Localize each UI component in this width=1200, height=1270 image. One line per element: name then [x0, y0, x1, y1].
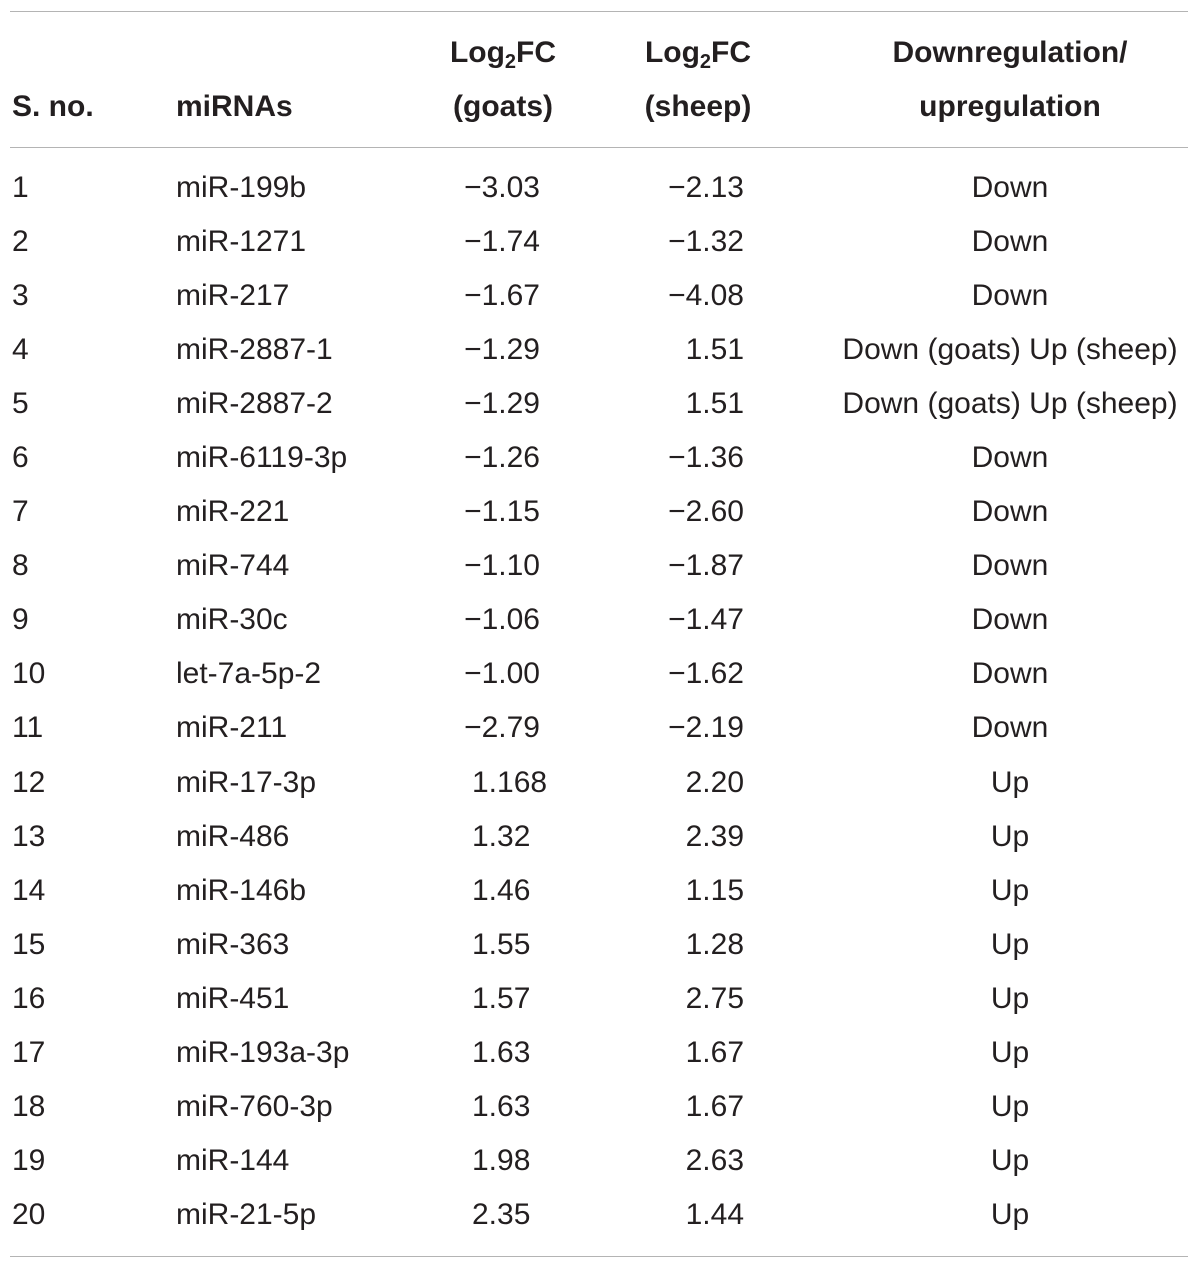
cell-sno: 7	[12, 495, 29, 529]
cell-regulation: Down	[971, 495, 1049, 529]
table-row	[0, 485, 1200, 539]
cell-regulation: Down	[971, 171, 1049, 204]
table-row	[0, 161, 1200, 215]
cell-mirna: miR-217	[176, 279, 290, 313]
cell-log2fc-goats: 1.98	[472, 1143, 531, 1177]
cell-log2fc-goats: 1.63	[472, 1035, 531, 1069]
table-row	[0, 1134, 1200, 1188]
cell-log2fc-sheep: 1.15	[685, 873, 744, 907]
cell-regulation: Up	[990, 927, 1030, 961]
cell-regulation: Up	[990, 819, 1030, 853]
cell-sno: 17	[12, 1035, 46, 1069]
cell-log2fc-goats: 1.168	[472, 765, 548, 799]
cell-regulation: Down	[971, 711, 1049, 745]
header-goats-subscript: 2	[504, 51, 517, 73]
cell-mirna: miR-1271	[176, 225, 307, 259]
cell-log2fc-sheep: −2.60	[668, 495, 744, 529]
cell-regulation: Down	[971, 603, 1049, 637]
cell-log2fc-goats: −1.10	[464, 549, 540, 583]
cell-sno: 16	[12, 981, 46, 1015]
cell-log2fc-goats: 1.32	[472, 819, 531, 853]
cell-sno: 2	[12, 225, 29, 259]
cell-mirna: miR-146b	[176, 873, 307, 907]
table-row	[0, 918, 1200, 972]
cell-sno: 4	[12, 333, 29, 367]
table-row	[0, 377, 1200, 431]
table-top-rule	[10, 11, 1188, 12]
cell-sno: 10	[12, 657, 46, 691]
cell-mirna: miR-211	[176, 711, 288, 745]
table-row	[0, 1188, 1200, 1242]
cell-regulation: Down	[971, 549, 1049, 583]
table-row	[0, 972, 1200, 1026]
cell-sno: 3	[12, 279, 29, 313]
header-regulation	[840, 26, 1180, 134]
cell-log2fc-goats: 2.35	[472, 1197, 531, 1231]
cell-mirna: miR-199b	[176, 171, 307, 204]
cell-log2fc-sheep: −2.19	[668, 711, 744, 745]
cell-mirna: miR-451	[176, 981, 290, 1015]
cell-regulation: Up	[990, 873, 1030, 907]
cell-log2fc-sheep: 2.75	[685, 981, 744, 1015]
header-sheep-group: (sheep)	[644, 90, 752, 123]
cell-sno: 19	[12, 1143, 46, 1177]
header-goats-group: (goats)	[453, 90, 553, 123]
cell-sno: 9	[12, 603, 29, 637]
cell-log2fc-sheep: 1.44	[685, 1197, 744, 1231]
cell-log2fc-goats: −1.29	[464, 333, 540, 367]
cell-mirna: miR-760-3p	[176, 1089, 333, 1123]
cell-sno: 15	[12, 927, 46, 961]
header-log2fc-goats	[443, 26, 563, 134]
cell-sno: 1	[12, 171, 29, 204]
cell-sno: 18	[12, 1089, 46, 1123]
header-sheep-subscript: 2	[699, 51, 712, 73]
table-row	[0, 647, 1200, 701]
cell-log2fc-sheep: 2.39	[685, 819, 744, 853]
cell-log2fc-sheep: −1.32	[668, 225, 744, 259]
cell-log2fc-goats: 1.63	[472, 1089, 531, 1123]
table-row	[0, 593, 1200, 647]
cell-log2fc-sheep: 2.20	[685, 765, 744, 799]
cell-log2fc-goats: 1.55	[472, 927, 531, 961]
cell-log2fc-sheep: −1.36	[668, 441, 744, 475]
table-row	[0, 539, 1200, 593]
cell-sno: 6	[12, 441, 29, 475]
table-row	[0, 1026, 1200, 1080]
cell-log2fc-goats: 1.57	[472, 981, 531, 1015]
cell-log2fc-sheep: −2.13	[668, 171, 744, 204]
cell-regulation: Down	[971, 657, 1049, 691]
table-bottom-rule	[10, 1256, 1188, 1257]
cell-log2fc-goats: −1.06	[464, 603, 540, 637]
cell-log2fc-goats: −3.03	[464, 171, 540, 204]
table-row	[0, 756, 1200, 810]
header-mirnas: miRNAs	[176, 90, 293, 123]
cell-log2fc-sheep: 1.28	[685, 927, 744, 961]
table-row	[0, 431, 1200, 485]
header-goats-log: Log	[449, 36, 505, 69]
cell-regulation: Down (goats) Up (sheep)	[842, 387, 1178, 421]
cell-mirna: miR-17-3p	[176, 765, 317, 799]
cell-regulation: Up	[990, 765, 1030, 799]
cell-sno: 5	[12, 387, 29, 421]
table-row	[0, 810, 1200, 864]
cell-sno: 8	[12, 549, 29, 583]
header-log2fc-sheep	[637, 26, 759, 134]
cell-log2fc-goats: −1.15	[464, 495, 540, 529]
cell-regulation: Down	[971, 441, 1049, 475]
header-divider-rule	[10, 147, 1188, 148]
header-regulation-line2: upregulation	[919, 90, 1101, 123]
table-row	[0, 701, 1200, 755]
cell-log2fc-goats: −1.26	[464, 441, 540, 475]
cell-regulation: Down (goats) Up (sheep)	[842, 333, 1178, 367]
cell-mirna: miR-363	[176, 927, 290, 961]
table-row	[0, 323, 1200, 377]
table-row	[0, 864, 1200, 918]
cell-regulation: Up	[990, 1089, 1030, 1123]
cell-sno: 12	[12, 765, 46, 799]
cell-sno: 20	[12, 1197, 46, 1231]
cell-sno: 11	[12, 711, 44, 745]
cell-mirna: miR-30c	[176, 603, 288, 637]
cell-mirna: miR-193a-3p	[176, 1035, 350, 1069]
cell-log2fc-goats: −1.74	[464, 225, 540, 259]
cell-log2fc-sheep: −1.47	[668, 603, 744, 637]
header-sno: S. no.	[12, 90, 94, 123]
cell-log2fc-goats: −1.29	[464, 387, 540, 421]
cell-regulation: Up	[990, 1143, 1030, 1177]
header-sheep-log: Log	[644, 36, 700, 69]
cell-log2fc-sheep: −1.87	[668, 549, 744, 583]
cell-mirna: miR-6119-3p	[176, 441, 348, 475]
table-body	[0, 161, 1200, 1242]
cell-mirna: miR-221	[176, 495, 290, 529]
cell-mirna: miR-144	[176, 1143, 290, 1177]
table-row	[0, 1080, 1200, 1134]
cell-log2fc-sheep: 1.67	[685, 1035, 744, 1069]
cell-mirna: miR-2887-1	[176, 333, 333, 367]
header-goats-fc: FC	[516, 36, 557, 69]
cell-regulation: Up	[990, 1197, 1030, 1231]
cell-mirna: let-7a-5p-2	[176, 657, 322, 691]
header-regulation-line1: Downregulation/	[892, 36, 1128, 69]
cell-mirna: miR-486	[176, 819, 290, 853]
cell-regulation: Down	[971, 279, 1049, 313]
table-row	[0, 215, 1200, 269]
cell-regulation: Up	[990, 1035, 1030, 1069]
cell-regulation: Down	[971, 225, 1049, 259]
cell-mirna: miR-2887-2	[176, 387, 333, 421]
cell-log2fc-sheep: 1.51	[685, 387, 744, 421]
cell-log2fc-goats: 1.46	[472, 873, 531, 907]
cell-mirna: miR-21-5p	[176, 1197, 317, 1231]
table-row	[0, 269, 1200, 323]
cell-log2fc-goats: −1.67	[464, 279, 540, 313]
cell-log2fc-sheep: −4.08	[668, 279, 744, 313]
cell-log2fc-goats: −1.00	[464, 657, 540, 691]
cell-log2fc-sheep: 2.63	[685, 1143, 744, 1177]
cell-log2fc-sheep: −1.62	[668, 657, 744, 691]
cell-log2fc-sheep: 1.67	[685, 1089, 744, 1123]
cell-log2fc-sheep: 1.51	[685, 333, 744, 367]
cell-sno: 14	[12, 873, 46, 907]
cell-regulation: Up	[990, 981, 1030, 1015]
cell-sno: 13	[12, 819, 46, 853]
cell-log2fc-goats: −2.79	[464, 711, 540, 745]
header-sheep-fc: FC	[711, 36, 752, 69]
cell-mirna: miR-744	[176, 549, 290, 583]
